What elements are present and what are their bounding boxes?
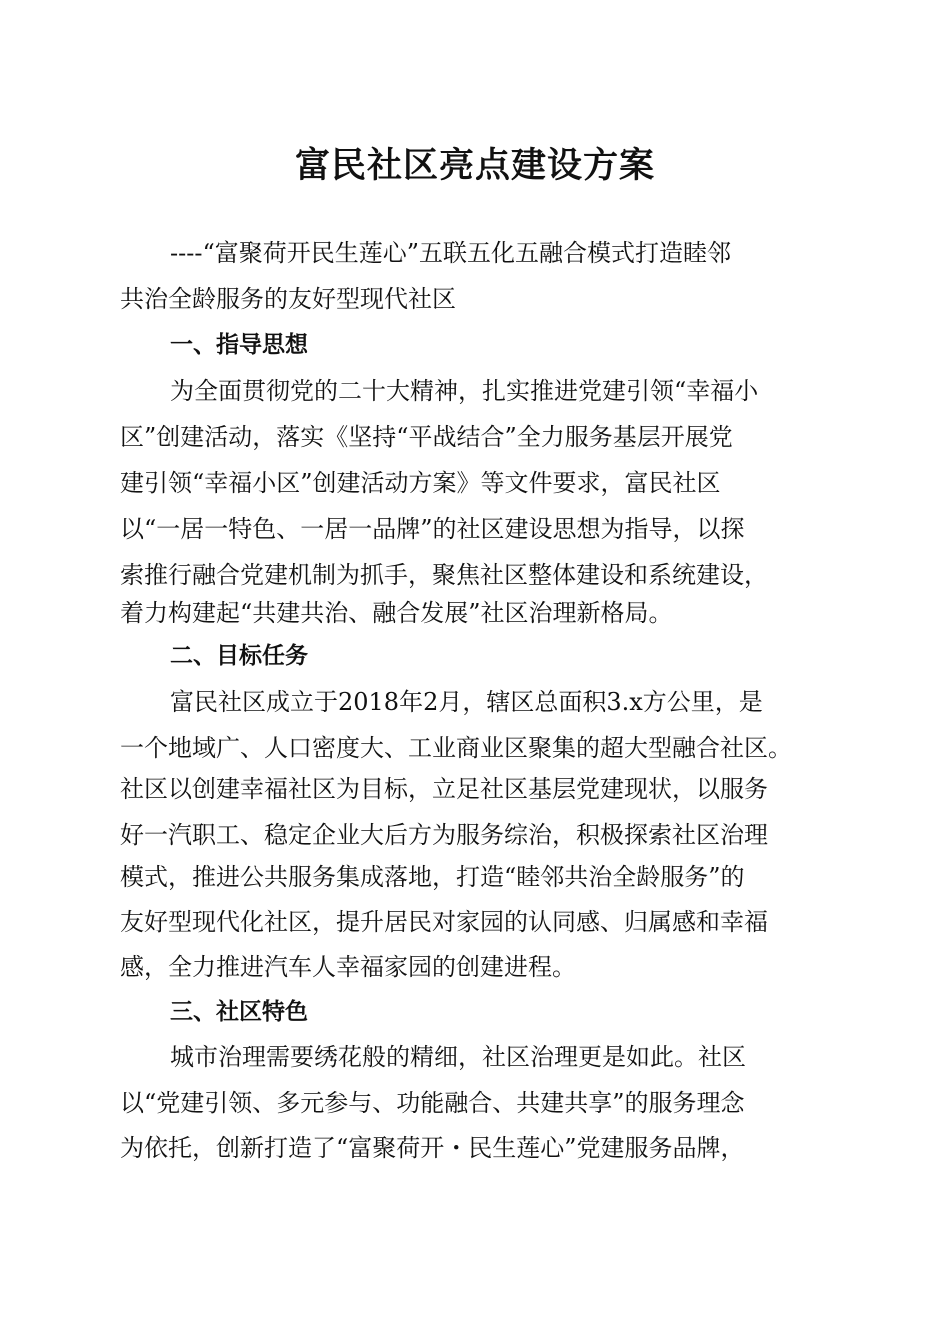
subtitle-line: ----“富聚荷开民生莲心”五联五化五融合模式打造睦邻 (170, 239, 731, 267)
paragraph-line: 区”创建活动，落实《坚持“平战结合”全力服务基层开展党 (120, 423, 733, 451)
paragraph-line: 一个地域广、人口密度大、工业商业区聚集的超大型融合社区。 (120, 734, 792, 762)
paragraph-line: 以“党建引领、多元参与、功能融合、共建共享”的服务理念 (120, 1089, 745, 1117)
paragraph-line: 社区以创建幸福社区为目标，立足社区基层党建现状，以服务 (120, 775, 768, 803)
paragraph-line: 模式，推进公共服务集成落地，打造“睦邻共治全龄服务”的 (120, 863, 745, 891)
subtitle-line: 共治全龄服务的友好型现代社区 (120, 285, 456, 313)
paragraph-line: 富民社区成立于2018年2月，辖区总面积3.x方公里，是 (170, 688, 763, 716)
paragraph-line: 为全面贯彻党的二十大精神，扎实推进党建引领“幸福小 (170, 377, 759, 405)
paragraph-line: 建引领“幸福小区”创建活动方案》等文件要求，富民社区 (120, 469, 721, 497)
paragraph-line: 着力构建起“共建共治、融合发展”社区治理新格局。 (120, 599, 673, 627)
section-heading: 三、社区特色 (170, 999, 308, 1025)
section-heading: 一、指导思想 (170, 332, 308, 358)
paragraph-line: 索推行融合党建机制为抓手，聚焦社区整体建设和系统建设， (120, 561, 768, 589)
section-heading: 二、目标任务 (170, 643, 308, 669)
paragraph-line: 感，全力推进汽车人幸福家园的创建进程。 (120, 953, 576, 981)
paragraph-line: 好一汽职工、稳定企业大后方为服务综治，积极探索社区治理 (120, 821, 768, 849)
paragraph-line: 城市治理需要绣花般的精细，社区治理更是如此。社区 (170, 1043, 746, 1071)
paragraph-line: 友好型现代化社区，提升居民对家园的认同感、归属感和幸福 (120, 908, 768, 936)
paragraph-line: 以“一居一特色、一居一品牌”的社区建设思想为指导，以探 (120, 515, 745, 543)
document-title: 富民社区亮点建设方案 (294, 145, 655, 186)
paragraph-line: 为依托，创新打造了“富聚荷开・民生莲心”党建服务品牌， (120, 1134, 745, 1162)
